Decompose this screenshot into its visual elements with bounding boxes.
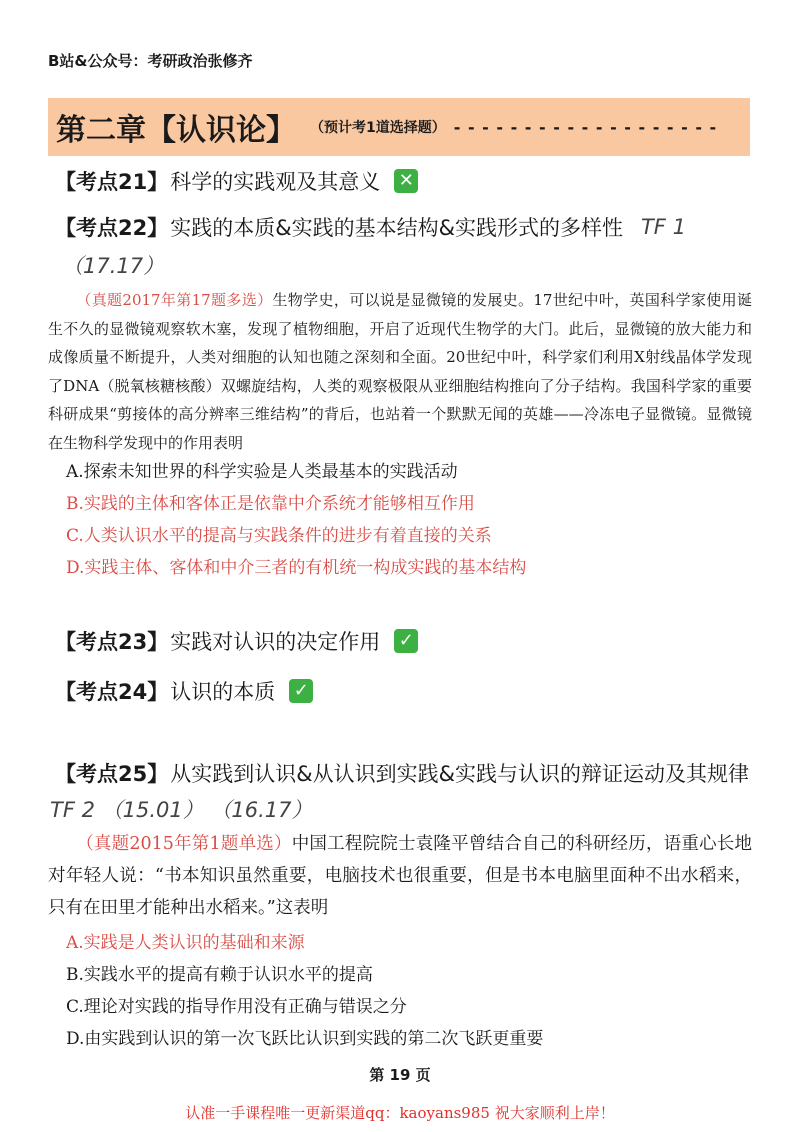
chapter-heading-bar — [48, 98, 750, 156]
kp25-text: 从实践到认识&从认识到实践&实践与认识的辩证运动及其规律 — [170, 762, 749, 786]
question-2-source: （真题2015年第1题单选） — [76, 834, 292, 854]
q1-option-c: C.人类认识水平的提高与实践条件的进步有着直接的关系 — [66, 526, 492, 546]
footer-note: 认准一手课程唯一更新渠道qq：kaoyans985 祝大家顺利上岸！ — [185, 1104, 615, 1122]
question-1-stem: 生物学史，可以说是显微镜的发展史。17世纪中叶，英国科学家使用诞生不久的显微镜观察软木塞，发现了植物细胞，开启了近现代生物学的大门。此后，显微镜的放大能力和成像质量不断提升，人类对细胞的认知也随之深刻和全面。20世纪中叶，科学家们利用X射线晶体学发现了DNA（脱氧核糖核酸）双螺旋结构，人类的观察极限从亚细胞结构推向了分子结构。我国科学家的重要科研成果“剪接体的高分辨率三维结构”的背后，也站着一个默默无闻的英雄——冷冻电子显微镜。显微镜在生物科学发现中的作用表明 — [48, 291, 753, 452]
kp24-text: 认识的本质 — [170, 680, 276, 704]
q2-option-a: A.实践是人类认识的基础和来源 — [66, 933, 305, 953]
q1-option-d: D.实践主体、客体和中介三者的有机统一构成实践的基本结构 — [66, 558, 527, 578]
chapter-title: 第二章【认识论】 — [56, 113, 296, 148]
kp22-tag: 【考点22】 — [55, 216, 169, 240]
header-note: B站&公众号：考研政治张修齐 — [48, 52, 253, 70]
q2-option-b: B.实践水平的提高有赖于认识水平的提高 — [66, 965, 373, 985]
question-1-source: （真题2017年第17题多选） — [76, 291, 273, 309]
q2-option-d: D.由实践到认识的第一次飞跃比认识到实践的第二次飞跃更重要 — [66, 1029, 544, 1049]
kp24-heading — [55, 676, 313, 706]
kp22-text: 实践的本质&实践的基本结构&实践形式的多样性 — [170, 216, 623, 240]
kp22-heading — [55, 212, 686, 242]
check-mark-icon: ✓ — [289, 679, 313, 703]
cross-mark-icon: ✕ — [394, 169, 418, 193]
kp21-text: 科学的实践观及其意义 — [170, 170, 381, 194]
q2-option-c: C.理论对实践的指导作用没有正确与错误之分 — [66, 997, 407, 1017]
kp21-heading — [55, 166, 418, 196]
chapter-dash-line: - - - - - - - - - - - - - - - - - - - — [453, 117, 718, 137]
kp24-tag: 【考点24】 — [55, 680, 169, 704]
q1-option-a: A.探索未知世界的科学实验是人类最基本的实践活动 — [66, 462, 458, 482]
page-number: 第 19 页 — [369, 1066, 431, 1084]
kp23-heading — [55, 626, 418, 656]
q1-option-b: B.实践的主体和客体正是依靠中介系统才能够相互作用 — [66, 494, 475, 514]
kp22-extra: （17.17） — [62, 254, 165, 278]
kp25-heading — [55, 758, 749, 788]
chapter-subtitle: （预计考1道选择题） — [310, 120, 446, 136]
question-1 — [48, 286, 752, 457]
kp22-tf: TF 1 — [640, 215, 686, 239]
check-mark-icon: ✓ — [394, 629, 418, 653]
question-2 — [48, 828, 752, 924]
kp25-tag: 【考点25】 — [55, 762, 169, 786]
kp21-tag: 【考点21】 — [55, 170, 169, 194]
kp25-tf: TF 2 （15.01） （16.17） — [50, 798, 313, 822]
kp23-text: 实践对认识的决定作用 — [170, 630, 381, 654]
kp23-tag: 【考点23】 — [55, 630, 169, 654]
question-2-stem: 中国工程院院士袁隆平曾结合自己的科研经历，语重心长地对年轻人说：“书本知识虽然重要，电脑技术也很重要，但是书本电脑里面种不出水稻来，只有在田里才能种出水稻来。”这表明 — [48, 834, 753, 918]
